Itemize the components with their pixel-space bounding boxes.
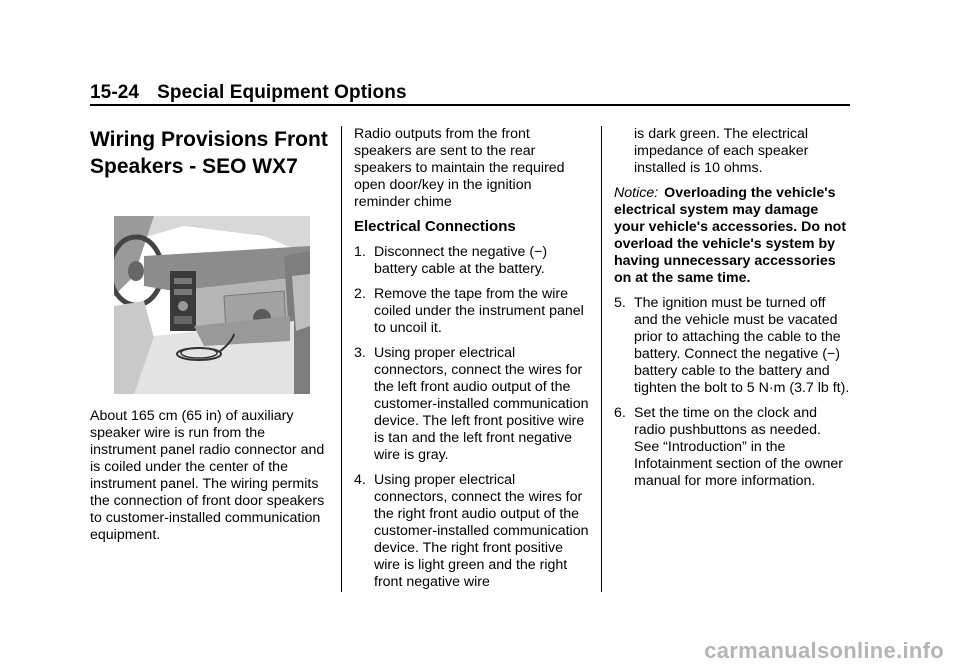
article-title-line2: Speakers - SEO WX7 — [90, 155, 298, 178]
middle-column — [354, 126, 590, 599]
step-number: 2. — [354, 286, 366, 302]
step-item — [354, 286, 590, 337]
article-title-line1: Wiring Provisions Front — [90, 128, 328, 151]
right-column — [614, 126, 850, 498]
notice-block — [614, 185, 850, 287]
step-text: The ignition must be turned off and the vehicle must be vacated prior to attaching the cable to the battery. Connect the negative (−) battery cable to the battery and tighten the bolt to 5 N·m (3.7 lb ft). — [634, 295, 850, 396]
header-rule — [90, 104, 850, 106]
notice-label: Notice: — [614, 185, 659, 201]
dashboard-illustration — [114, 216, 310, 394]
watermark-text: carmanualsonline.info — [704, 638, 944, 663]
step-number: 4. — [354, 472, 366, 488]
steps-list-continued — [614, 295, 850, 490]
column-divider-2 — [601, 126, 602, 592]
step-number: 1. — [354, 244, 366, 260]
step-item — [354, 244, 590, 278]
intro-paragraph: About 165 cm (65 in) of auxiliary speaker wire is run from the instrument panel radio connector and is coiled under the center of the instrument panel. The wiring permits the connection of front door speakers to customer-installed communication equipment. — [90, 408, 325, 543]
page-header — [90, 82, 407, 104]
step-item — [354, 345, 590, 464]
electrical-connections-heading: Electrical Connections — [354, 218, 516, 235]
page-number: 15-24 — [90, 82, 140, 103]
step-text: Remove the tape from the wire coiled under the instrument panel to uncoil it. — [374, 286, 584, 336]
section-title: Special Equipment Options — [157, 82, 407, 103]
step-text: Using proper electrical connectors, connect the wires for the right front audio output of the customer-installed communication device. The right front positive wire is light green and the right front negative wire — [374, 472, 589, 590]
step-number: 3. — [354, 345, 366, 361]
column-divider-1 — [341, 126, 342, 592]
steps-list — [354, 244, 590, 591]
step-text: Set the time on the clock and radio pushbuttons as needed. See “Introduction” in the Infotainment section of the owner manual for more information. — [634, 405, 843, 489]
step-item — [354, 472, 590, 591]
step-item — [614, 405, 850, 490]
step-number: 5. — [614, 295, 626, 311]
step-text: Using proper electrical connectors, connect the wires for the left front audio output of the customer-installed communication device. The left front positive wire is tan and the left front negative wire is gray. — [374, 345, 589, 463]
step-number: 6. — [614, 405, 626, 421]
step-item — [614, 295, 850, 397]
step-4-continued: is dark green. The electrical impedance of each speaker installed is 10 ohms. — [634, 126, 809, 176]
notice-text: Overloading the vehicle's electrical system may damage your vehicle's accessories. Do not overload the vehicle's system by having unnecessary accessories on at the same time. — [614, 185, 847, 286]
article-title — [90, 126, 330, 180]
radio-outputs-paragraph: Radio outputs from the front speakers are sent to the rear speakers to maintain the required open door/key in the ignition reminder chime — [354, 126, 565, 210]
left-column — [90, 126, 330, 544]
step-text: Disconnect the negative (−) battery cable at the battery. — [374, 244, 548, 277]
